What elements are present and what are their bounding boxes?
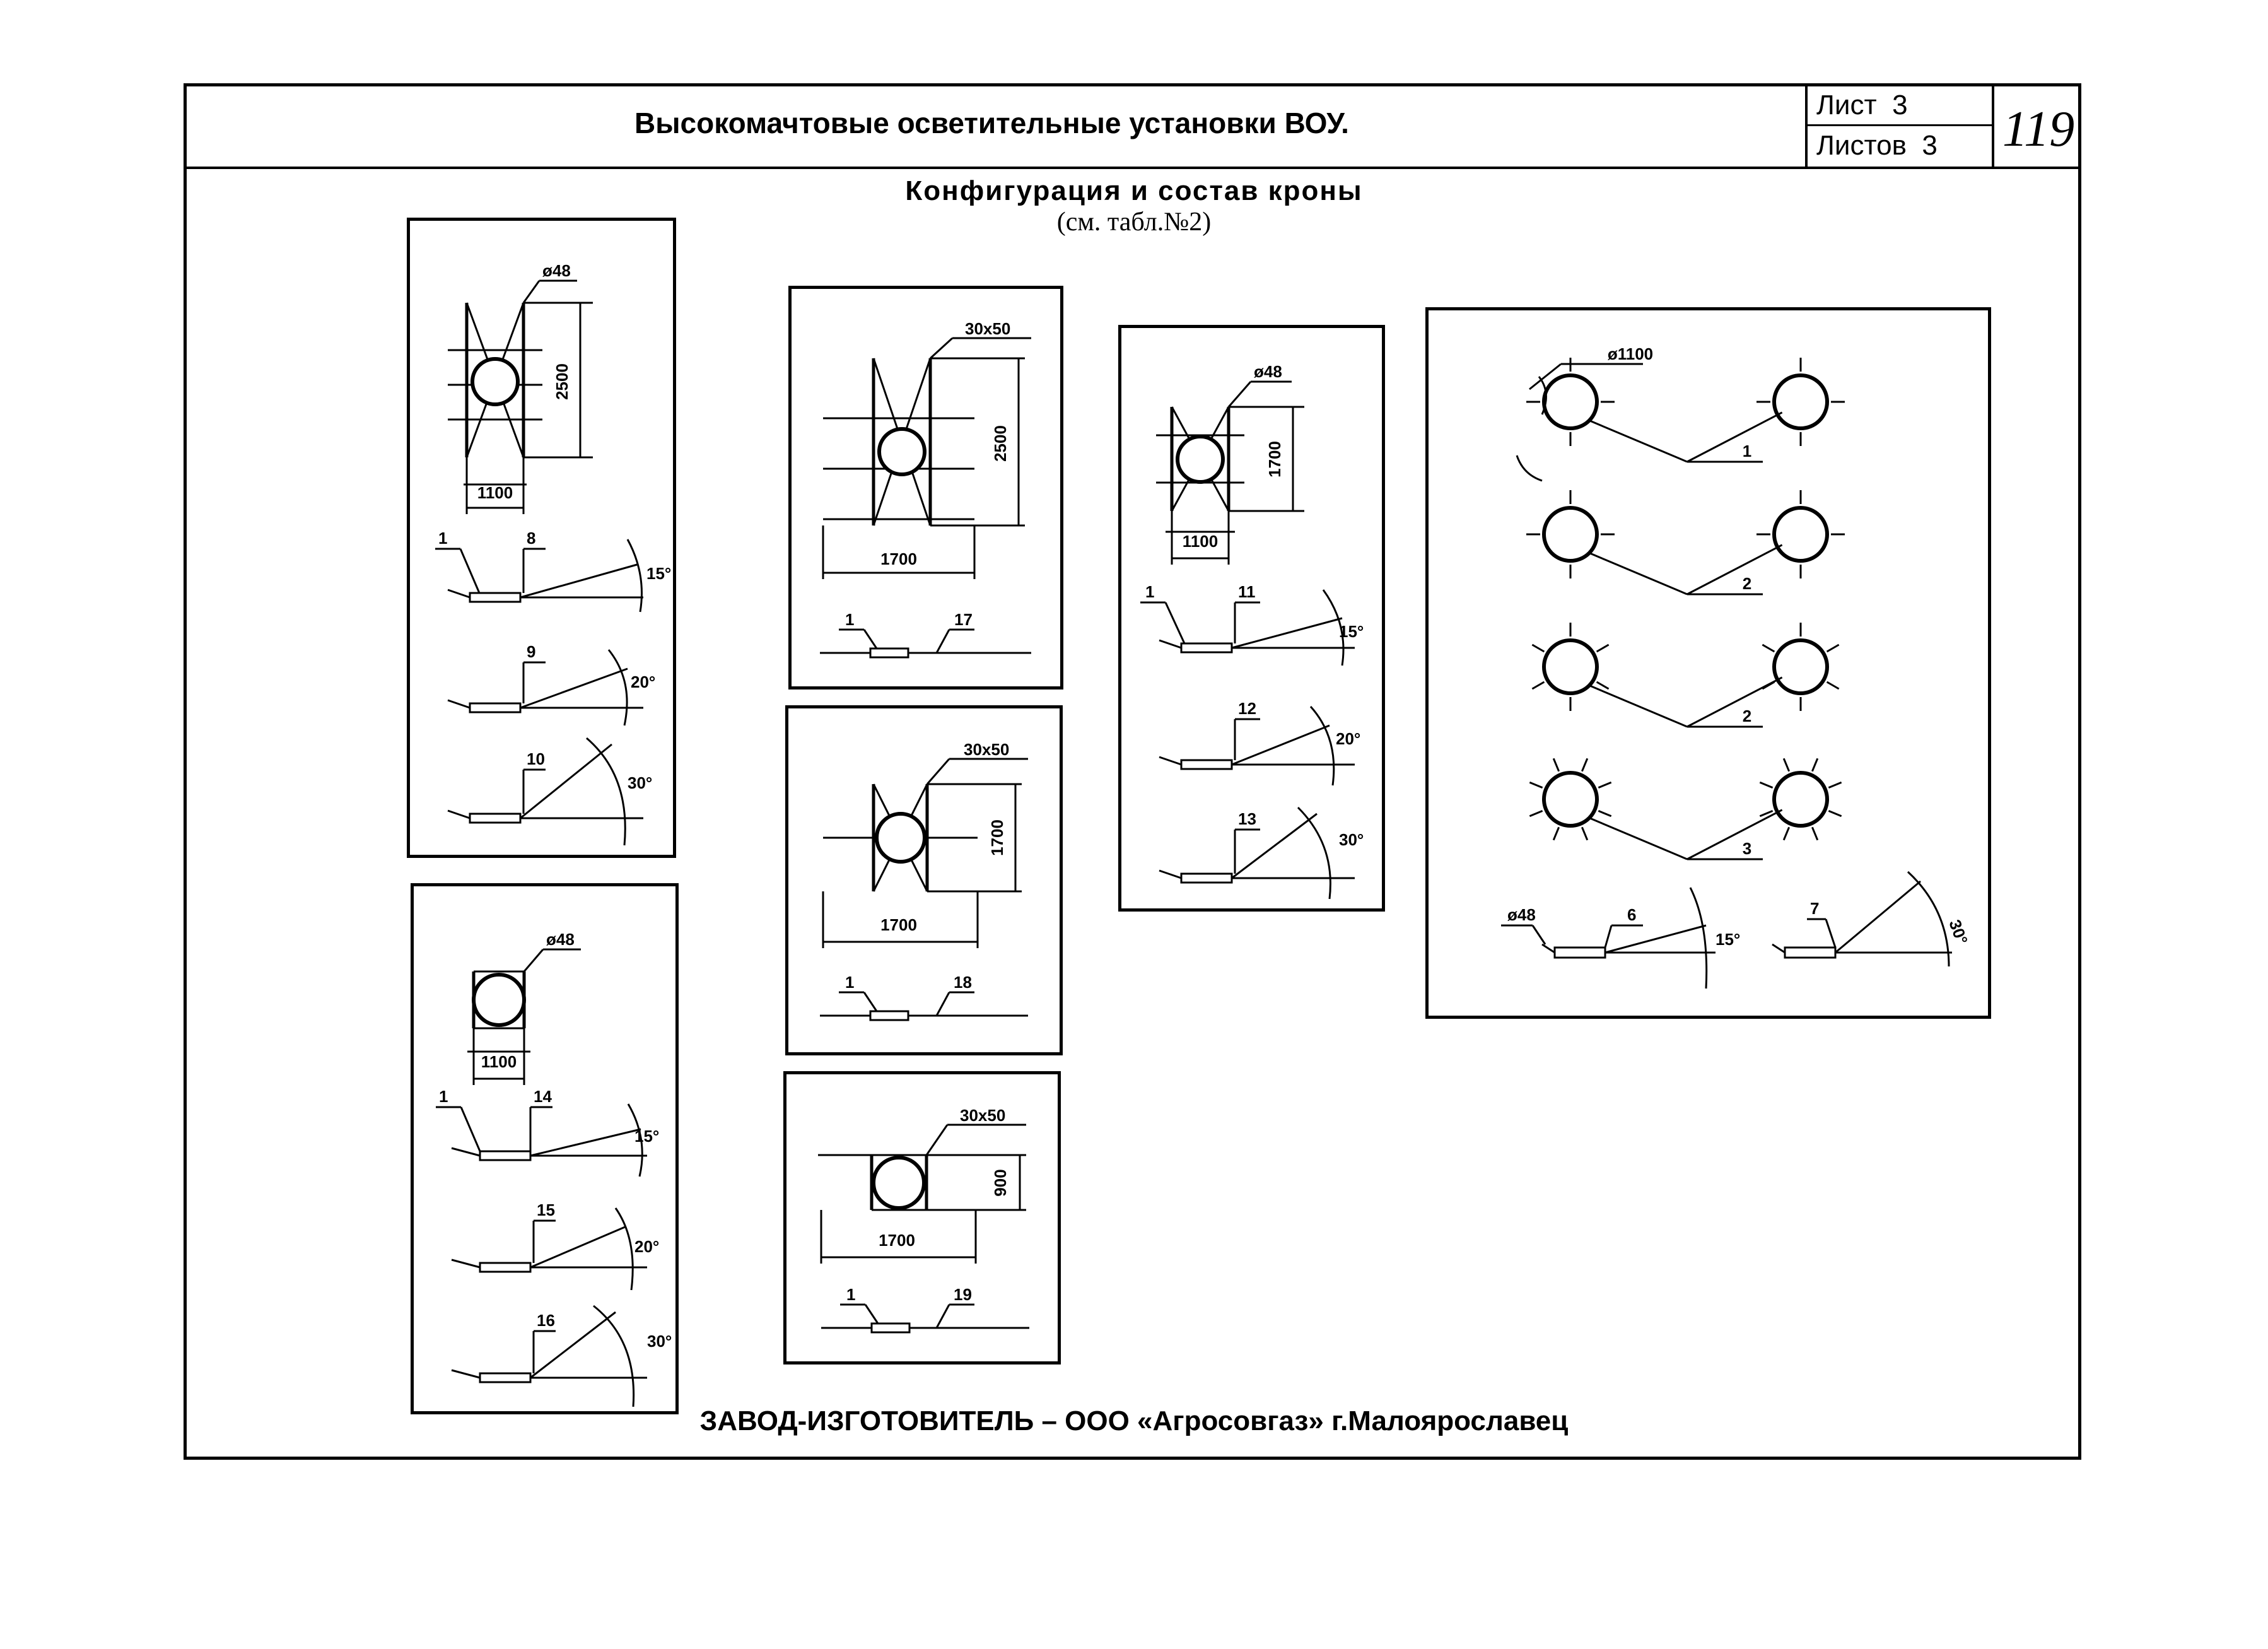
svg-text:20°: 20° [631,672,656,691]
bracket-20deg [1159,699,1360,785]
width-dimension: 1700 [880,549,917,568]
height-dimension: 1700 [988,819,1007,856]
lamp-left [1526,490,1615,578]
svg-text:15°: 15° [646,564,672,583]
lamp-pair-row [1526,358,1845,462]
svg-text:30°: 30° [1339,830,1364,849]
section-label: 30x50 [965,319,1011,338]
crown-diagram [414,886,679,1414]
panel-crown-30x50-1700 [785,705,1063,1055]
svg-text:17: 17 [954,610,973,629]
bracket-20deg [448,642,655,725]
height-dimension: 1700 [1265,441,1284,478]
crown-diagram [792,289,1063,690]
mast-circle [879,429,925,474]
svg-text:6: 6 [1627,905,1637,924]
width-dimension: 1700 [879,1231,915,1250]
svg-text:30°: 30° [628,773,653,792]
svg-text:1: 1 [845,610,855,629]
diameter-label: ø1100 [1607,344,1654,363]
svg-text:1: 1 [438,529,448,548]
svg-text:ø48: ø48 [1507,905,1536,924]
panel-crown-1100 [411,883,679,1414]
svg-text:8: 8 [527,529,536,548]
lamp-left [1526,358,1615,446]
svg-text:19: 19 [954,1285,972,1304]
section-heading: Конфигурация и состав кроны [905,175,1363,206]
manufacturer-footer: ЗАВОД-ИЗГОТОВИТЕЛЬ – ООО «Агросовгаз» г.Малоярославец [699,1405,1569,1436]
section-label: 30x50 [960,1106,1006,1125]
crown-diagram [788,708,1063,1055]
panel-crown-1700x1100 [1118,325,1385,912]
page-number: 119 [2002,102,2075,157]
lamp-left [1532,623,1608,711]
lamp-right [1757,358,1845,446]
height-dimension: 2500 [991,425,1010,462]
diameter-label: ø48 [1254,362,1282,381]
svg-text:10: 10 [527,749,545,768]
bracket-15deg [436,1087,659,1177]
width-dimension: 1100 [477,483,513,502]
svg-text:9: 9 [527,642,536,661]
bracket-15deg [435,529,671,612]
svg-text:20°: 20° [634,1237,660,1256]
svg-text:18: 18 [954,973,972,992]
bracket-30deg [448,738,652,845]
section-subheading: (см. табл.№2) [1056,208,1212,237]
panel-crown-2500x1100 [407,218,676,858]
bracket-15deg [1140,582,1364,666]
bracket-20deg [452,1200,659,1290]
svg-text:30°: 30° [647,1332,672,1351]
bracket-30deg [1159,807,1364,899]
svg-text:16: 16 [537,1311,555,1330]
crown-diagram [786,1074,1061,1364]
svg-text:1: 1 [846,1285,856,1304]
svg-text:13: 13 [1238,809,1256,828]
panel-crown-30x50-2500 [788,286,1063,690]
sheets-value: 3 [1922,130,1938,161]
svg-text:30°: 30° [1945,917,1972,948]
lamp-pair-row [1526,490,1845,594]
bracket-15deg [1501,888,1740,989]
mast-circle [474,975,524,1025]
svg-text:15: 15 [537,1200,555,1219]
lamp-pair-ref: 3 [1742,839,1752,858]
svg-text:15°: 15° [1339,622,1364,641]
svg-text:15°: 15° [1716,930,1741,949]
svg-text:1: 1 [439,1087,448,1106]
section-label: 30x50 [964,740,1010,759]
bracket-30deg [1772,872,1972,966]
crown-diagram [410,221,676,858]
height-dimension: 900 [991,1169,1010,1197]
diameter-label: ø48 [546,930,575,949]
width-dimension: 1700 [880,915,917,934]
crown-diagram [1121,328,1385,912]
diameter-label: ø48 [542,261,571,280]
lamp-left [1529,758,1611,840]
bracket-straight [820,610,1031,657]
lamp-pair-row [1529,758,1841,859]
panel-crown-30x50-900 [783,1071,1061,1364]
svg-text:1: 1 [845,973,855,992]
lamp-right [1757,490,1845,578]
lamp-pair-ref: 1 [1742,442,1752,461]
lamp-pair-row [1532,623,1838,727]
lamp-pair-ref: 2 [1742,574,1752,593]
lamp-pairs-diagram [1429,310,1991,1019]
svg-text:14: 14 [534,1087,552,1106]
bracket-30deg [452,1306,672,1407]
mast-circle [472,359,518,404]
svg-text:20°: 20° [1336,729,1361,748]
lamp-right [1762,623,1838,711]
svg-text:7: 7 [1810,899,1820,918]
sheets-label: Листов 3 [1816,130,1938,161]
height-dimension: 2500 [552,363,571,400]
lamp-pair-ref: 2 [1742,707,1752,725]
width-dimension: 1100 [1182,532,1219,551]
mast-circle [877,814,925,862]
drawing-title: Высокомачтовые осветительные установки ВОУ. [634,107,1349,139]
sheet-value: 3 [1892,90,1908,120]
panel-lamp-pairs [1425,307,1991,1019]
bracket-straight [821,1285,1029,1332]
width-dimension: 1100 [481,1052,517,1071]
header-divider [184,167,2081,169]
mast-circle [874,1158,924,1208]
svg-text:15°: 15° [634,1127,660,1146]
svg-text:11: 11 [1238,582,1256,601]
bracket-straight [820,973,1028,1020]
lamp-right [1760,758,1841,840]
sheet-label: Лист 3 [1816,90,1908,120]
svg-text:12: 12 [1238,699,1256,718]
svg-text:1: 1 [1145,582,1155,601]
mast-circle [1178,437,1223,482]
